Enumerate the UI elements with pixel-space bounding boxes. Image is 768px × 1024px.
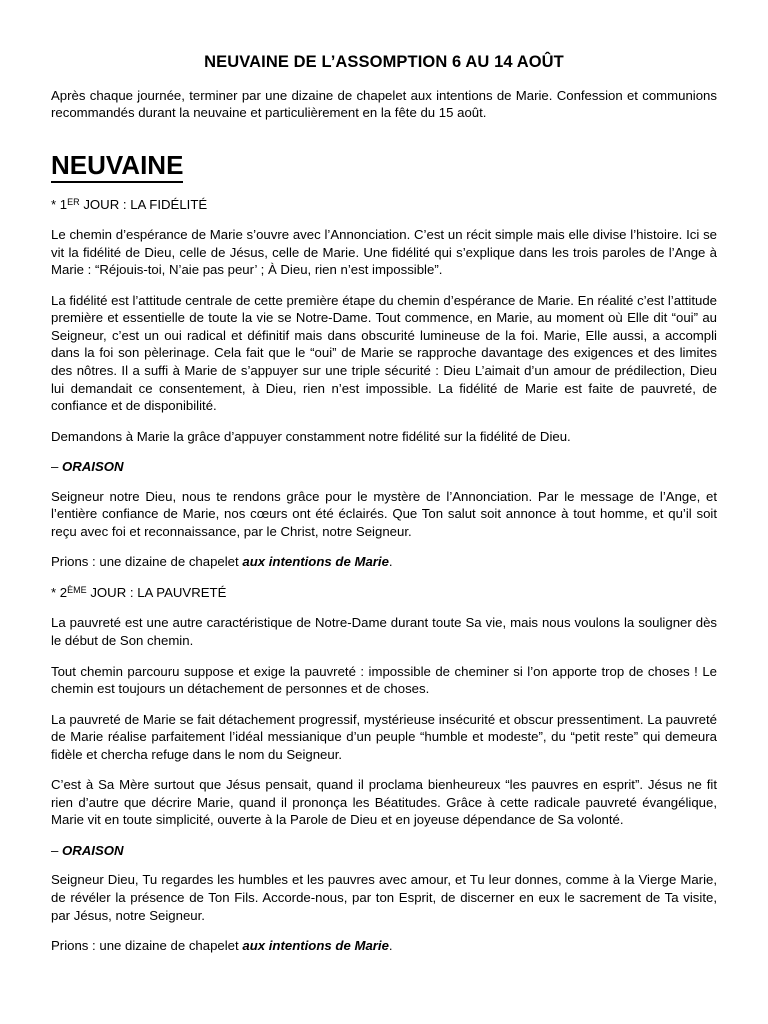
prions-emphasis-1: aux intentions de Marie xyxy=(242,554,389,570)
oraison-heading-1 xyxy=(51,458,717,476)
oraison-label-1: ORAISON xyxy=(62,459,124,475)
prions-suffix-2: . xyxy=(388,938,393,954)
day-2-paragraph-3: La pauvreté de Marie se fait détachement progressif, mystérieuse insécurité et obscur pressentiment. La pauvreté de Marie réalise parfaitement l’idéal messianique d’un peuple “humble et modeste”, du “petit reste” qui demeura fidèle et chercha refuge dans le nom du Seigneur. xyxy=(51,711,717,762)
day-heading-1-rest: JOUR : LA FIDÉLITÉ xyxy=(79,196,208,212)
page-title: NEUVAINE DE L’ASSOMPTION 6 AU 14 AOÛT xyxy=(204,53,564,71)
day-2-paragraph-2: Tout chemin parcouru suppose et exige la pauvreté : impossible de cheminer si l’on apporte trop de choses ! Le chemin est toujours un détachement de personnes et de choses. xyxy=(51,663,717,697)
day-heading-2-prefix: * 2 xyxy=(51,584,68,600)
oraison-heading-2 xyxy=(51,842,717,860)
intro-paragraph: Après chaque journée, terminer par une dizaine de chapelet aux intentions de Marie. Confession et communions recommandés durant la neuvaine et particulièrement en la fête du 15 août. xyxy=(51,87,717,121)
prions-prefix-2: Prions : une dizaine de chapelet xyxy=(51,938,243,954)
oraison-dash-1: – xyxy=(51,459,62,475)
day-1-paragraph-3: Demandons à Marie la grâce d’appuyer constamment notre fidélité sur la fidélité de Dieu. xyxy=(51,428,571,444)
day-1-paragraph-1: Le chemin d’espérance de Marie s’ouvre avec l’Annonciation. C’est un récit simple mais elle divise l’histoire. Ici se vit la fidélité de Dieu, celle de Jésus, celle de Marie. Une fidélité qui s’explique dans les trois paroles de l’Ange à Marie : “Réjouis-toi, N’aie pas peur’ ; À Dieu, rien n’est impossible”. xyxy=(51,227,717,278)
day-heading-1-prefix: * 1 xyxy=(51,196,68,212)
prions-emphasis-2: aux intentions de Marie xyxy=(242,938,389,954)
prions-line-1 xyxy=(51,553,717,571)
main-heading-wrapper xyxy=(51,135,717,196)
oraison-dash-2: – xyxy=(51,842,62,858)
prions-line-2 xyxy=(51,937,717,955)
oraison-text-1: Seigneur notre Dieu, nous te rendons grâce pour le mystère de l’Annonciation. Par le message de l’Ange, et l’entière confiance de Marie, nos cœurs ont été éclairés. Que Ton salut soit annonce à tout homme, et qu’il soit reçu avec foi et reconnaissance, par le Christ, notre Seigneur. xyxy=(51,488,717,539)
prions-suffix-1: . xyxy=(388,554,393,570)
oraison-text-2: Seigneur Dieu, Tu regardes les humbles et les pauvres avec amour, et Tu leur donnes, comme à la Vierge Marie, de révéler la présence de Ton Fils. Accorde-nous, par ton Esprit, de discerner en eux le sacrement de Ta visite, par Jésus, notre Seigneur. xyxy=(51,872,717,923)
day-heading-1 xyxy=(51,196,717,214)
day-heading-2-rest: JOUR : LA PAUVRETÉ xyxy=(86,584,227,600)
oraison-label-2: ORAISON xyxy=(62,842,124,858)
day-1-paragraph-2: La fidélité est l’attitude centrale de cette première étape du chemin d’espérance de Marie. En réalité c’est l’attitude première et essentielle de toute la vie se Notre-Dame. Tout commence, en Marie, au moment où Elle dit “oui” au Seigneur, c’est un oui radical et définitif mais dans obscurité lumineuse de la foi. Marie, Elle aussi, a accompli dans la foi son pèlerinage. Cela fait que le “oui” de Marie se rapproche davantage des exigences et des limites des nôtres. Il a suffi à Marie de s’appuyer sur une triple sécurité : Dieu L’aimait d’un amour de prédilection, Dieu lui demandait ce consentement, à Dieu, rien n’est impossible. La fidélité de Marie est faite de pauvreté, de confiance et de disponibilité. xyxy=(51,292,717,414)
main-heading: NEUVAINE xyxy=(51,151,183,183)
day-heading-2 xyxy=(51,584,717,602)
prions-prefix-1: Prions : une dizaine de chapelet xyxy=(51,554,243,570)
day-heading-1-ordinal: ER xyxy=(67,196,80,207)
day-heading-2-ordinal: ÈME xyxy=(67,585,87,596)
day-2-paragraph-1: La pauvreté est une autre caractéristique de Notre-Dame durant toute Sa vie, mais nous voulons la souligner dès le début de Son chemin. xyxy=(51,615,717,648)
day-2-paragraph-4: C’est à Sa Mère surtout que Jésus pensait, quand il proclama bienheureux “les pauvres en esprit”. Jésus ne fit rien d’autre que décrire Marie, quand il prononça les Béatitudes. Grâce à cette radicale pauvreté évangélique, Marie vit en toute simplicité, ouverte à la Parole de Dieu et en joyeuse dépendance de Sa volonté. xyxy=(51,777,717,828)
